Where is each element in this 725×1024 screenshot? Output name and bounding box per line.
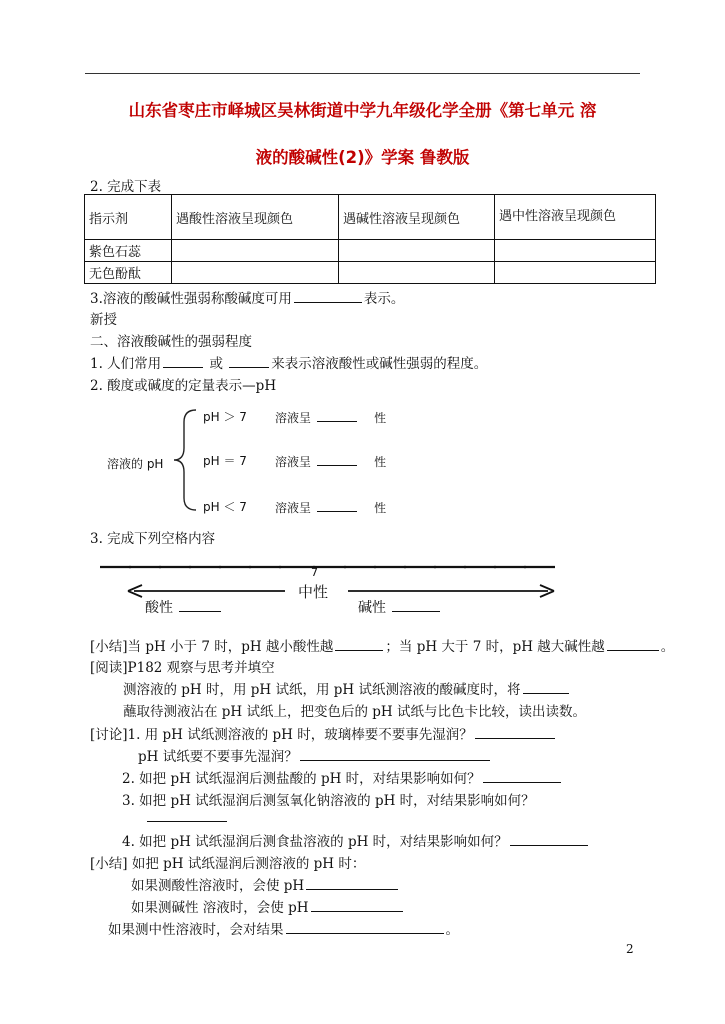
fill-blank — [300, 747, 490, 761]
item3-line: 3.溶液的酸碱性强弱称酸碱度可用 表示。 — [90, 291, 405, 307]
table-cell: 紫色石蕊 — [85, 240, 172, 262]
discussion-3-answer — [145, 808, 229, 826]
table-row — [85, 240, 656, 262]
reading-title: [阅读]P182 观察与思考并填空 — [90, 660, 275, 676]
scale-base-row: 碱性 — [358, 597, 442, 617]
fill-blank — [294, 289, 362, 303]
fill-blank — [607, 637, 659, 651]
table-header-cell: 指示剂 — [85, 195, 172, 240]
ph-cond-lt: pH ＜ 7 — [203, 500, 247, 514]
item2-label: 2. 完成下表 — [90, 179, 162, 195]
fill-blank — [229, 354, 269, 368]
discussion-4: 4. 如把 pH 试纸湿润后测食盐溶液的 pH 时，对结果影响如何？ — [122, 830, 590, 850]
reading-line3: 蘸取待测液沾在 pH 试纸上，把变色后的 pH 试纸与比色卡比较，读出读数。 — [123, 704, 586, 720]
ph-result-row: 溶液呈 性 — [275, 408, 386, 426]
ph-left-label: 溶液的 pH — [107, 457, 164, 471]
page-number: 2 — [626, 942, 634, 956]
scale-neutral-label: 中性 — [298, 583, 329, 601]
reading-line2: 测溶液的 pH 时，用 pH 试纸，用 pH 试纸测溶液的酸碱度时，将 — [123, 678, 571, 698]
table-cell — [172, 240, 339, 262]
ph-result-row: 溶液呈 性 — [275, 498, 386, 516]
fill-blank — [523, 680, 569, 694]
table-cell — [495, 262, 656, 284]
table-header-cell: 遇碱性溶液呈现颜色 — [339, 195, 495, 240]
summary1-line: [小结]当 pH 小于 7 时，pH 越小酸性越 ；当 pH 大于 7 时，pH 越大碱性越 。 — [90, 639, 675, 655]
section2-title: 二、溶液酸碱性的强弱程度 — [90, 334, 252, 350]
header-rule — [85, 73, 640, 74]
ph-cond-eq: pH ＝ 7 — [203, 454, 247, 468]
q3-label: 3. 完成下列空格内容 — [90, 531, 216, 547]
table-cell — [339, 262, 495, 284]
fill-blank — [286, 920, 444, 934]
fill-blank — [475, 725, 555, 739]
table-cell — [339, 240, 495, 262]
fill-blank — [317, 498, 357, 512]
fill-blank — [317, 408, 357, 422]
curly-brace-icon — [170, 408, 200, 512]
document-title-line1: 山东省枣庄市峄城区吴林街道中学九年级化学全册《第七单元 溶 — [128, 101, 597, 120]
fill-blank — [306, 876, 398, 890]
ph-result-row: 溶液呈 性 — [275, 452, 386, 470]
scale-acid-row: 酸性 — [145, 597, 223, 617]
fill-blank — [163, 354, 203, 368]
fill-blank — [179, 598, 221, 612]
discussion-3: 3. 如把 pH 试纸湿润后测氢氧化钠溶液的 pH 时，对结果影响如何？ — [122, 793, 535, 809]
summary2-head: [小结] 如把 pH 试纸湿润后测溶液的 pH 时： — [90, 856, 366, 872]
discussion-1a: [讨论]1. 用 pH 试纸测溶液的 pH 时，玻璃棒要不要事先湿润？ — [90, 723, 557, 743]
table-header-cell: 遇中性溶液呈现颜色 — [495, 195, 656, 240]
table-cell — [172, 262, 339, 284]
fill-blank — [317, 452, 357, 466]
table-row — [85, 262, 656, 284]
summary2-base: 如果测碱性 溶液时，会使 pH — [131, 896, 405, 916]
table-header-cell: 遇酸性溶液呈现颜色 — [172, 195, 339, 240]
indicator-table — [84, 194, 656, 284]
summary2-acid: 如果测酸性溶液时，会使 pH — [131, 874, 400, 894]
discussion-2: 2. 如把 pH 试纸湿润后测盐酸的 pH 时，对结果影响如何？ — [122, 767, 563, 787]
table-cell — [495, 240, 656, 262]
new-lesson-label: 新授 — [90, 312, 117, 328]
fill-blank — [510, 832, 588, 846]
document-title-line2: 液的酸碱性(2)》学案 鲁教版 — [255, 148, 470, 167]
summary2-neutral: 如果测中性溶液时，会对结果 。 — [108, 922, 459, 938]
scale-seven-label: 7 — [311, 566, 318, 579]
table-cell: 无色酚酞 — [85, 262, 172, 284]
q1-line: 1. 人们常用 或 来表示溶液酸性或碱性强弱的程度。 — [90, 356, 488, 372]
fill-blank — [483, 769, 561, 783]
ph-cond-gt: pH ＞ 7 — [203, 410, 247, 424]
discussion-1b: pH 试纸要不要事先湿润？ — [138, 745, 492, 765]
fill-blank — [335, 637, 383, 651]
fill-blank — [392, 598, 440, 612]
fill-blank — [147, 808, 227, 822]
fill-blank — [311, 898, 403, 912]
q2-label: 2. 酸度或碱度的定量表示—pH — [90, 378, 277, 394]
